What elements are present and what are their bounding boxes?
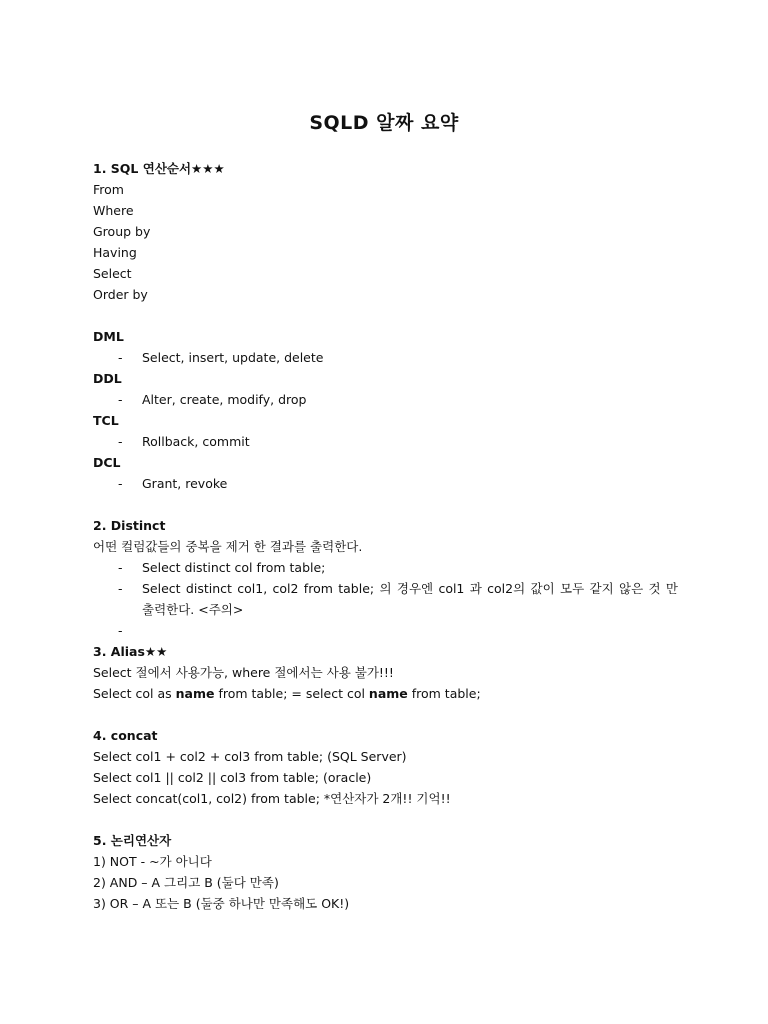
alias-line-1: Select 절에서 사용가능, where 절에서는 사용 불가!!! [93, 665, 394, 680]
text-run-bold: name [175, 686, 215, 701]
concat-line: Select col1 + col2 + col3 from table; (SQL Server) [93, 749, 407, 764]
distinct-description: 어떤 컬럼값들의 중복을 제거 한 결과를 출력한다. [93, 539, 363, 554]
bullet-item [93, 473, 678, 494]
order-item: Order by [93, 287, 148, 302]
section-heading-alias: 3. Alias★★ [93, 644, 168, 659]
spacer [93, 809, 678, 830]
bullet-item [93, 347, 678, 368]
bullet-item [93, 557, 678, 578]
section-heading-dml: DML [93, 329, 124, 344]
section-heading-distinct: 2. Distinct [93, 518, 166, 533]
bullet-dash: - [118, 623, 123, 638]
order-item: Group by [93, 224, 151, 239]
section-heading-ddl: DDL [93, 371, 122, 386]
bullet-continuation [93, 599, 678, 620]
bullet-dash: - [118, 392, 123, 407]
logical-operator-line: 3) OR – A 또는 B (둘중 하나만 만족해도 OK!) [93, 896, 350, 911]
bullet-text: Select distinct col1, col2 from table; 의 경우엔 col1 과 col2의 값이 모두 같지 않은 것 만 [142, 581, 678, 596]
alias-line-2 [93, 683, 678, 704]
order-item: Where [93, 203, 134, 218]
logical-operator-line: 2) AND – A 그리고 B (둘다 만족) [93, 875, 279, 890]
section-heading-sql-order: 1. SQL 연산순서★★★ [93, 161, 225, 176]
concat-line: Select concat(col1, col2) from table; *연산자가 2개!! 기억!! [93, 791, 451, 806]
bullet-dash: - [118, 434, 123, 449]
order-item: Having [93, 245, 137, 260]
bullet-text: Grant, revoke [142, 476, 228, 491]
bullet-text: Alter, create, modify, drop [142, 392, 307, 407]
bullet-dash: - [118, 476, 123, 491]
bullet-item [93, 578, 678, 599]
bullet-text: 출력한다. <주의> [142, 602, 244, 617]
spacer [93, 704, 678, 725]
logical-operator-line: 1) NOT - ~가 아니다 [93, 854, 212, 869]
concat-line: Select col1 || col2 || col3 from table; (oracle) [93, 770, 372, 785]
document-title: SQLD 알짜 요약 [309, 112, 459, 134]
text-run: Select col as [93, 686, 176, 701]
spacer [93, 305, 678, 326]
section-heading-dcl: DCL [93, 455, 121, 470]
bullet-item [93, 389, 678, 410]
bullet-text: Select, insert, update, delete [142, 350, 324, 365]
spacer [93, 494, 678, 515]
text-run-bold: name [368, 686, 408, 701]
bullet-text: Rollback, commit [142, 434, 250, 449]
order-item: Select [93, 266, 132, 281]
bullet-dash: - [118, 560, 123, 575]
order-item: From [93, 182, 124, 197]
text-run: from table; [407, 686, 481, 701]
bullet-dash: - [118, 350, 123, 365]
section-heading-concat: 4. concat [93, 728, 158, 743]
text-run: from table; = select col [214, 686, 369, 701]
bullet-item-empty [93, 620, 678, 641]
document-body [93, 158, 678, 914]
bullet-dash: - [118, 581, 123, 596]
bullet-item [93, 431, 678, 452]
section-heading-tcl: TCL [93, 413, 119, 428]
bullet-text: Select distinct col from table; [142, 560, 326, 575]
section-heading-logical-operators: 5. 논리연산자 [93, 833, 172, 848]
